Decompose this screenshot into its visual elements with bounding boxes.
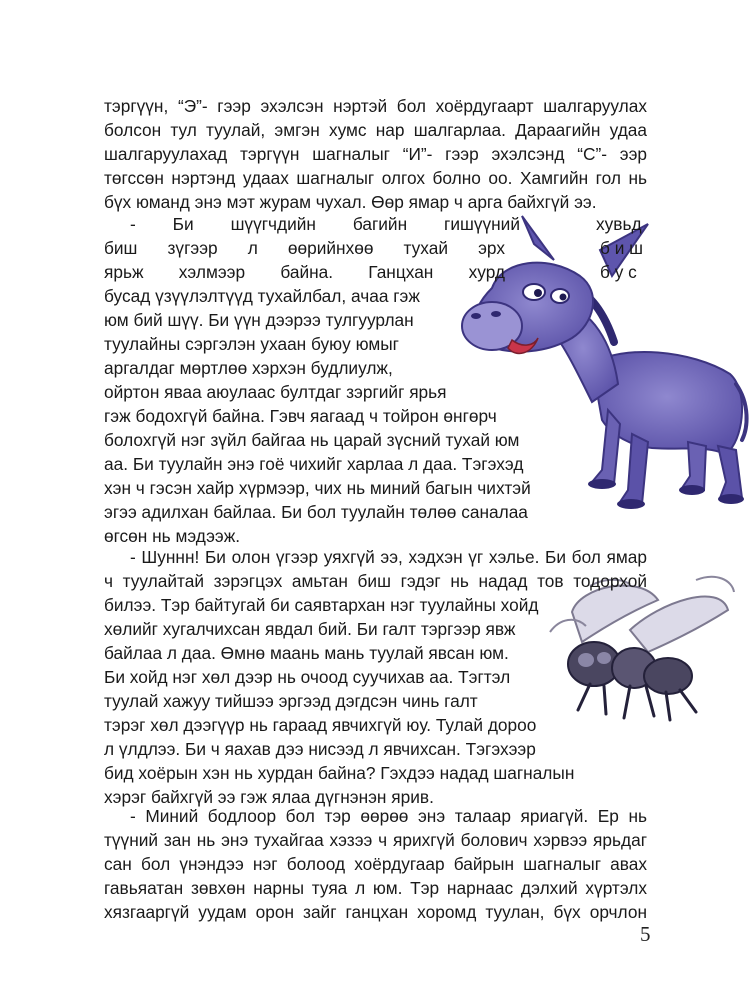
text-line: аа. Би туулайн энэ гоё чихийг харлаа л даа. Тэгэхэд [104,454,524,474]
text-line: билээ. Тэр байтугай би саявтархан нэг туулайны хойд [104,595,539,615]
text-line: Би хойд нэг хөл дээр нь очоод суучихав аа. Тэгтэл [104,667,511,687]
text-line: сан бол үнэндээ нэг болоод хоёрдугаар байрын шагналыг авах [104,854,647,874]
text-line: түүний зан нь энэ тухайгаа хэзээ ч ярихгүй болович хэрвээ ярьдаг [104,830,647,850]
text-line: ойртон яваа аюулаас бултдаг зэргийг ярья [104,382,447,402]
text-line: хэрэг байхгүй ээ гэж ялаа дүгнэнэн ярив. [104,787,434,807]
text-line: - Миний бодлоор бол тэр өөрөө энэ талаар яриагүй. Ер нь [130,806,647,826]
text-line: өгсөн нь мэдээж. [104,526,241,546]
text-line: байлаа л даа. Өмнө маань мань туулай явсан юм. [104,643,509,663]
text-line: бусад үзүүлэлтүүд тухайлбал, ачаа гэж [104,286,420,306]
text-line: тэргүүн, “Э”- гээр эхэлсэн нэртэй бол хоёрдугаарт шалгаруулах [104,96,647,116]
text-line: туулайны сэргэлэн ухаан буюу юмыг [104,334,399,354]
text-line: хувьд [596,214,642,234]
text-line: болсон тул туулай, эмгэн хумс нар шалгарлаа. Дараагийн удаа [104,120,647,140]
text-line: шалгаруулахад тэргүүн шагналыг “И”- гээр эхэлсэнд “С”- ээр [104,144,647,164]
text-line: бүх юманд энэ мэт журам чухал. Өөр ямар ч арга байхгүй ээ. [104,192,597,212]
fly-illustration [520,572,740,732]
text-line: хэн ч гэсэн хайр хүрмээр, чих нь миний багын чихтэй [104,478,531,498]
page-number: 5 [640,922,651,946]
text-line: хязгааргүй уудам орон зайг ганцхан хоромд туулан, бүх орчлон [104,902,647,922]
text-line: л үлдлээ. Би ч яахав дээ нисээд л явчихсан. Тэгэхээр [104,739,536,759]
text-line: болохгүй нэг зүйл байгаа нь царай зүсний тухай юм [104,430,520,450]
text-line: гэж бодохгүй байна. Гэвч яагаад ч тойрон өнгөрч [104,406,497,426]
text-line: юм бий шүү. Би үүн дээрээ тулгуурлан [104,310,414,330]
text-line: туулай хажуу тийшээ эргээд дэгдсэн чинь галт [104,691,478,711]
text-line: ярьж хэлмээр байна. Ганцхан хурд [104,262,505,282]
text-line: - Би шүүгчдийн багийн гишүүний [130,214,520,234]
text-line: - Шуннн! Би олон үгээр уяхгүй ээ, хэдхэн үг хэлье. Би бол ямар [130,547,647,567]
text-line: төгссөн нэртэнд удаах шагналыг олгох болно оо. Хамгийн гол нь [104,168,647,188]
text-line: хөлийг хугалчихсан явдал бий. Би галт тэргээр явж [104,619,516,639]
text-line: бид хоёрын хэн нь хурдан байна? Гэхдээ надад шагналын [104,763,575,783]
text-line: биш зүгээр л өөрийнхөө тухай эрх [104,238,505,258]
text-line: б и ш [600,238,644,258]
text-line: тэрэг хөл дээгүүр нь гараад явчихгүй юу. Тулай дороо [104,715,537,735]
text-line: аргалдаг мөртлөө хэрхэн будлиулж, [104,358,393,378]
text-line: гавьяатан зөвхөн нарны туяа л юм. Тэр нарнаас дэлхий хүртэлх [104,878,647,898]
text-line: б у с [600,262,637,282]
text-line: эгээ адилхан байлаа. Би бол туулайн төлөө саналаа [104,502,528,522]
text-line: ч туулайтай зэрэгцэх амьтан биш гэдэг нь надад тов тодорхой [104,571,647,591]
